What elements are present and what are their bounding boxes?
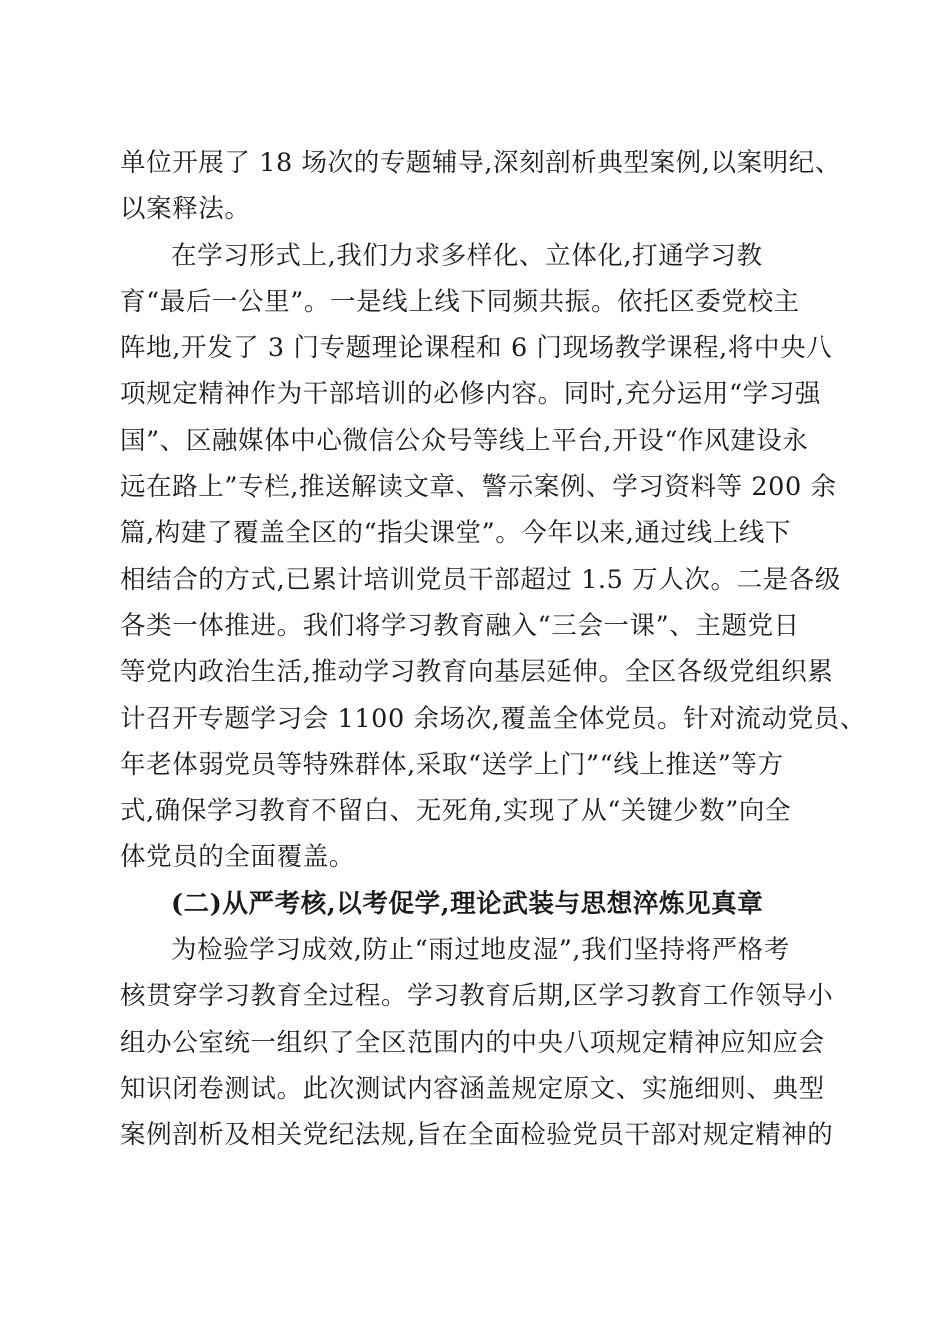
text-line: 远在路上”专栏,推送解读文章、警示案例、学习资料等 200 余 (120, 472, 837, 503)
paragraph-first-line: 为检验学习成效,防止“雨过地皮湿”,我们坚持将严格考 (171, 935, 790, 966)
text-line: 篇,构建了覆盖全区的“指尖课堂”。今年以来,通过线上线下 (120, 518, 792, 549)
text-line: 阵地,开发了 3 门专题理论课程和 6 门现场教学课程,将中央八 (120, 333, 833, 364)
section-heading: (二)从严考核,以考促学,理论武装与思想淬炼见真章 (171, 888, 764, 919)
text-line: 各类一体推进。我们将学习教育融入“三会一课”、主题党日 (120, 610, 800, 641)
text-line: 知识闭卷测试。此次测试内容涵盖规定原文、实施细则、典型 (120, 1073, 825, 1104)
text-line: 体党员的全面覆盖。 (120, 842, 355, 873)
text-line: 年老体弱党员等特殊群体,采取“送学上门”“线上推送”等方 (120, 749, 784, 780)
paragraph-first-line: 在学习形式上,我们力求多样化、立体化,打通学习教 (171, 240, 763, 271)
text-line: 以案释法。 (120, 194, 251, 225)
text-line: 式,确保学习教育不留白、无死角,实现了从“关键少数”向全 (120, 796, 792, 827)
text-line: 核贯穿学习教育全过程。学习教育后期,区学习教育工作领导小 (120, 981, 834, 1012)
text-line: 等党内政治生活,推动学习教育向基层延伸。全区各级党组织累 (120, 657, 834, 688)
text-line: 计召开专题学习会 1100 余场次,覆盖全体党员。针对流动党员、 (120, 703, 866, 734)
text-line: 国”、区融媒体中心微信公众号等线上平台,开设“作风建设永 (120, 425, 809, 456)
text-line: 单位开展了 18 场次的专题辅导,深刻剖析典型案例,以案明纪、 (120, 148, 841, 178)
text-line: 相结合的方式,已累计培训党员干部超过 1.5 万人次。二是各级 (120, 564, 841, 595)
text-line: 项规定精神作为干部培训的必修内容。同时,充分运用“学习强 (120, 379, 821, 410)
text-line: 案例剖析及相关党纪法规,旨在全面检验党员干部对规定精神的 (120, 1120, 834, 1151)
text-line: 组办公室统一组织了全区范围内的中央八项规定精神应知应会 (120, 1027, 825, 1058)
text-line: 育“最后一公里”。一是线上线下同频共振。依托区委党校主 (120, 286, 800, 317)
body-text (120, 140, 866, 1159)
